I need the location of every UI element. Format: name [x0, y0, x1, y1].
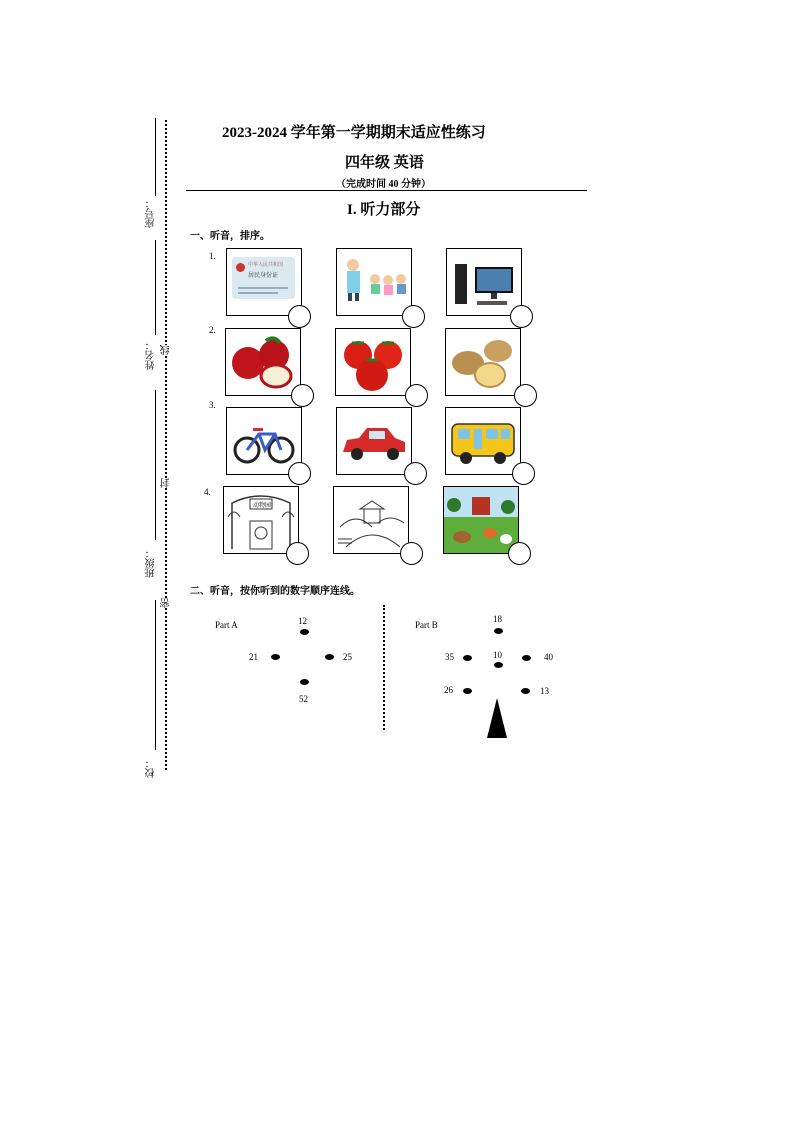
part-b-number-bottom-left: 26 [444, 685, 453, 695]
triangle-shape-icon [486, 698, 508, 740]
emblem-icon [236, 263, 245, 272]
part-a-number-top: 12 [298, 616, 307, 626]
school-label: 校： [146, 758, 157, 778]
class-underline [155, 390, 156, 540]
grade-subject: 四年级 英语 [345, 155, 424, 171]
time-note: （完成时间 40 分钟） [336, 179, 431, 190]
part-a-dot-top[interactable] [300, 629, 309, 635]
computer-picture [446, 248, 522, 316]
park-picture [333, 486, 409, 554]
id-card-line2: 居民身份证 [248, 273, 279, 279]
tomato-icon [336, 329, 410, 395]
answer-circle[interactable] [405, 384, 428, 407]
zoo-sign: 动物园 [253, 503, 272, 509]
zoo-picture [223, 486, 299, 554]
apples-picture [225, 328, 301, 396]
seal-dotted-line [165, 120, 167, 770]
question2-title: 二、听音，按你听到的数字顺序连线。 [190, 586, 360, 597]
part-divider [383, 605, 385, 730]
header-rule [186, 190, 587, 191]
id-card [232, 257, 295, 299]
name-label: 姓名： [146, 340, 157, 370]
part-b-number-center: 10 [493, 650, 502, 660]
doctor-picture [336, 248, 412, 316]
farm-icon [444, 487, 518, 553]
answer-circle[interactable] [288, 305, 311, 328]
part-a-number-bottom: 52 [299, 694, 308, 704]
doctor-and-kids-icon [337, 249, 411, 315]
answer-circle[interactable] [514, 384, 537, 407]
part-a-dot-bottom[interactable] [300, 679, 309, 685]
bus-picture [445, 407, 521, 475]
answer-circle[interactable] [400, 542, 423, 565]
potato-icon [446, 329, 520, 395]
row-number-1: 1. [209, 251, 216, 261]
part-b-dot-bottom-left[interactable] [463, 688, 472, 694]
part-a-dot-right[interactable] [325, 654, 334, 660]
seal-mark-seal: 封 [161, 478, 172, 488]
seal-mark-line: 线 [161, 345, 172, 355]
farm-picture [443, 486, 519, 554]
answer-circle[interactable] [510, 305, 533, 328]
part-b-number-bottom-right: 13 [540, 686, 549, 696]
part-b-label: Part B [415, 620, 438, 630]
bike-icon [227, 408, 301, 474]
computer-icon [447, 249, 521, 315]
section-title: I. 听力部分 [347, 202, 421, 218]
school-underline [155, 600, 156, 750]
part-a-dot-left[interactable] [271, 654, 280, 660]
part-a-number-left: 21 [249, 652, 258, 662]
answer-circle[interactable] [404, 462, 427, 485]
row-number-3: 3. [209, 400, 216, 410]
tomatoes-picture [335, 328, 411, 396]
answer-circle[interactable] [512, 462, 535, 485]
park-pavilion-icon [334, 487, 408, 553]
part-b-dot-bottom-right[interactable] [521, 688, 530, 694]
zoo-gate-icon [224, 487, 298, 553]
question1-title: 一、听音，排序。 [190, 231, 270, 242]
answer-circle[interactable] [402, 305, 425, 328]
part-a-number-right: 25 [343, 652, 352, 662]
seat-label: 座号： [146, 198, 157, 228]
row-number-4: 4. [204, 487, 211, 497]
row-number-2: 2. [209, 325, 216, 335]
answer-circle[interactable] [508, 542, 531, 565]
page-title: 2023-2024 学年第一学期期末适应性练习 [222, 125, 486, 141]
seat-underline [155, 118, 156, 196]
seal-mark-secret: 密 [161, 598, 172, 608]
answer-circle[interactable] [288, 462, 311, 485]
part-b-number-left: 35 [445, 652, 454, 662]
bus-icon [446, 408, 520, 474]
potatoes-picture [445, 328, 521, 396]
car-picture [336, 407, 412, 475]
part-a-label: Part A [215, 620, 238, 630]
id-card-picture [226, 248, 302, 316]
answer-circle[interactable] [286, 542, 309, 565]
id-card-line1: 中华人民共和国 [248, 263, 284, 268]
part-b-dot-right[interactable] [522, 655, 531, 661]
answer-circle[interactable] [291, 384, 314, 407]
car-icon [337, 408, 411, 474]
apple-icon [226, 329, 300, 395]
part-b-dot-left[interactable] [463, 655, 472, 661]
part-b-number-top: 18 [493, 614, 502, 624]
part-b-dot-center[interactable] [494, 662, 503, 668]
part-b-dot-top[interactable] [494, 628, 503, 634]
class-label: 班级： [146, 548, 157, 578]
name-underline [155, 240, 156, 335]
part-b-number-right: 40 [544, 652, 553, 662]
